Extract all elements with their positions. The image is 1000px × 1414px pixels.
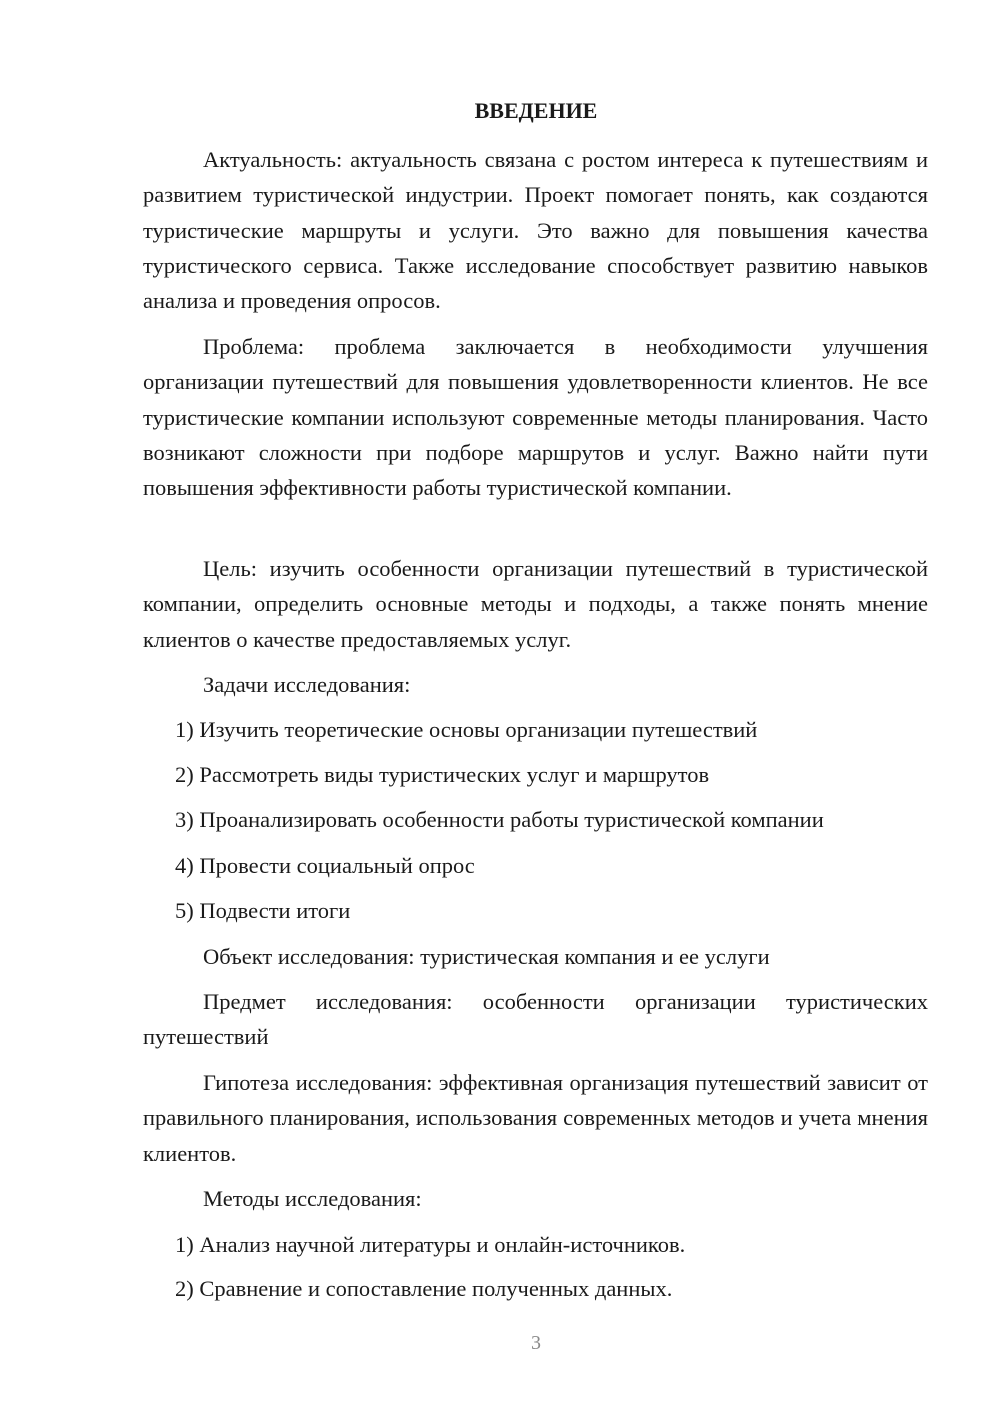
methods-heading: Методы исследования: xyxy=(203,1186,422,1211)
paragraph-goal: Цель: изучить особенности организации путешествий в туристической компании, определить основные методы и подходы, а также понять мнение клиентов о качестве предоставляемых услуг. xyxy=(143,556,928,652)
page-number: 3 xyxy=(531,1332,541,1354)
page-title: ВВЕДЕНИЕ xyxy=(474,98,598,123)
task-item: 3) Проанализировать особенности работы туристической компании xyxy=(175,807,824,832)
paragraph-relevance: Актуальность: актуальность связана с ростом интереса к путешествиям и развитием туристической индустрии. Проект помогает понять, как создаются туристические маршруты и услуги. Это важно для повышения качества туристического сервиса. Также исследование способствует развитию навыков анализа и проведения опросов. xyxy=(143,147,928,314)
paragraph-hypothesis: Гипотеза исследования: эффективная организация путешествий зависит от правильного планирования, использования современных методов и учета мнения клиентов. xyxy=(143,1070,928,1166)
paragraph-problem: Проблема: проблема заключается в необходимости улучшения организации путешествий для повышения удовлетворенности клиентов. Не все туристические компании используют современные методы планирования. Часто возникают сложности при подборе маршрутов и услуг. Важно найти пути повышения эффективности работы туристической компании. xyxy=(143,334,928,501)
task-item: 4) Провести социальный опрос xyxy=(175,853,475,878)
method-item: 2) Сравнение и сопоставление полученных данных. xyxy=(175,1276,673,1301)
task-item: 2) Рассмотреть виды туристических услуг и маршрутов xyxy=(175,762,710,787)
task-item: 1) Изучить теоретические основы организации путешествий xyxy=(175,717,758,742)
tasks-heading: Задачи исследования: xyxy=(203,672,411,697)
paragraph-subject: Предмет исследования: особенности организации туристических путешествий xyxy=(143,989,928,1050)
paragraph-object: Объект исследования: туристическая компания и ее услуги xyxy=(203,944,770,969)
method-item: 1) Анализ научной литературы и онлайн-источников. xyxy=(175,1232,686,1257)
task-item: 5) Подвести итоги xyxy=(175,898,351,923)
